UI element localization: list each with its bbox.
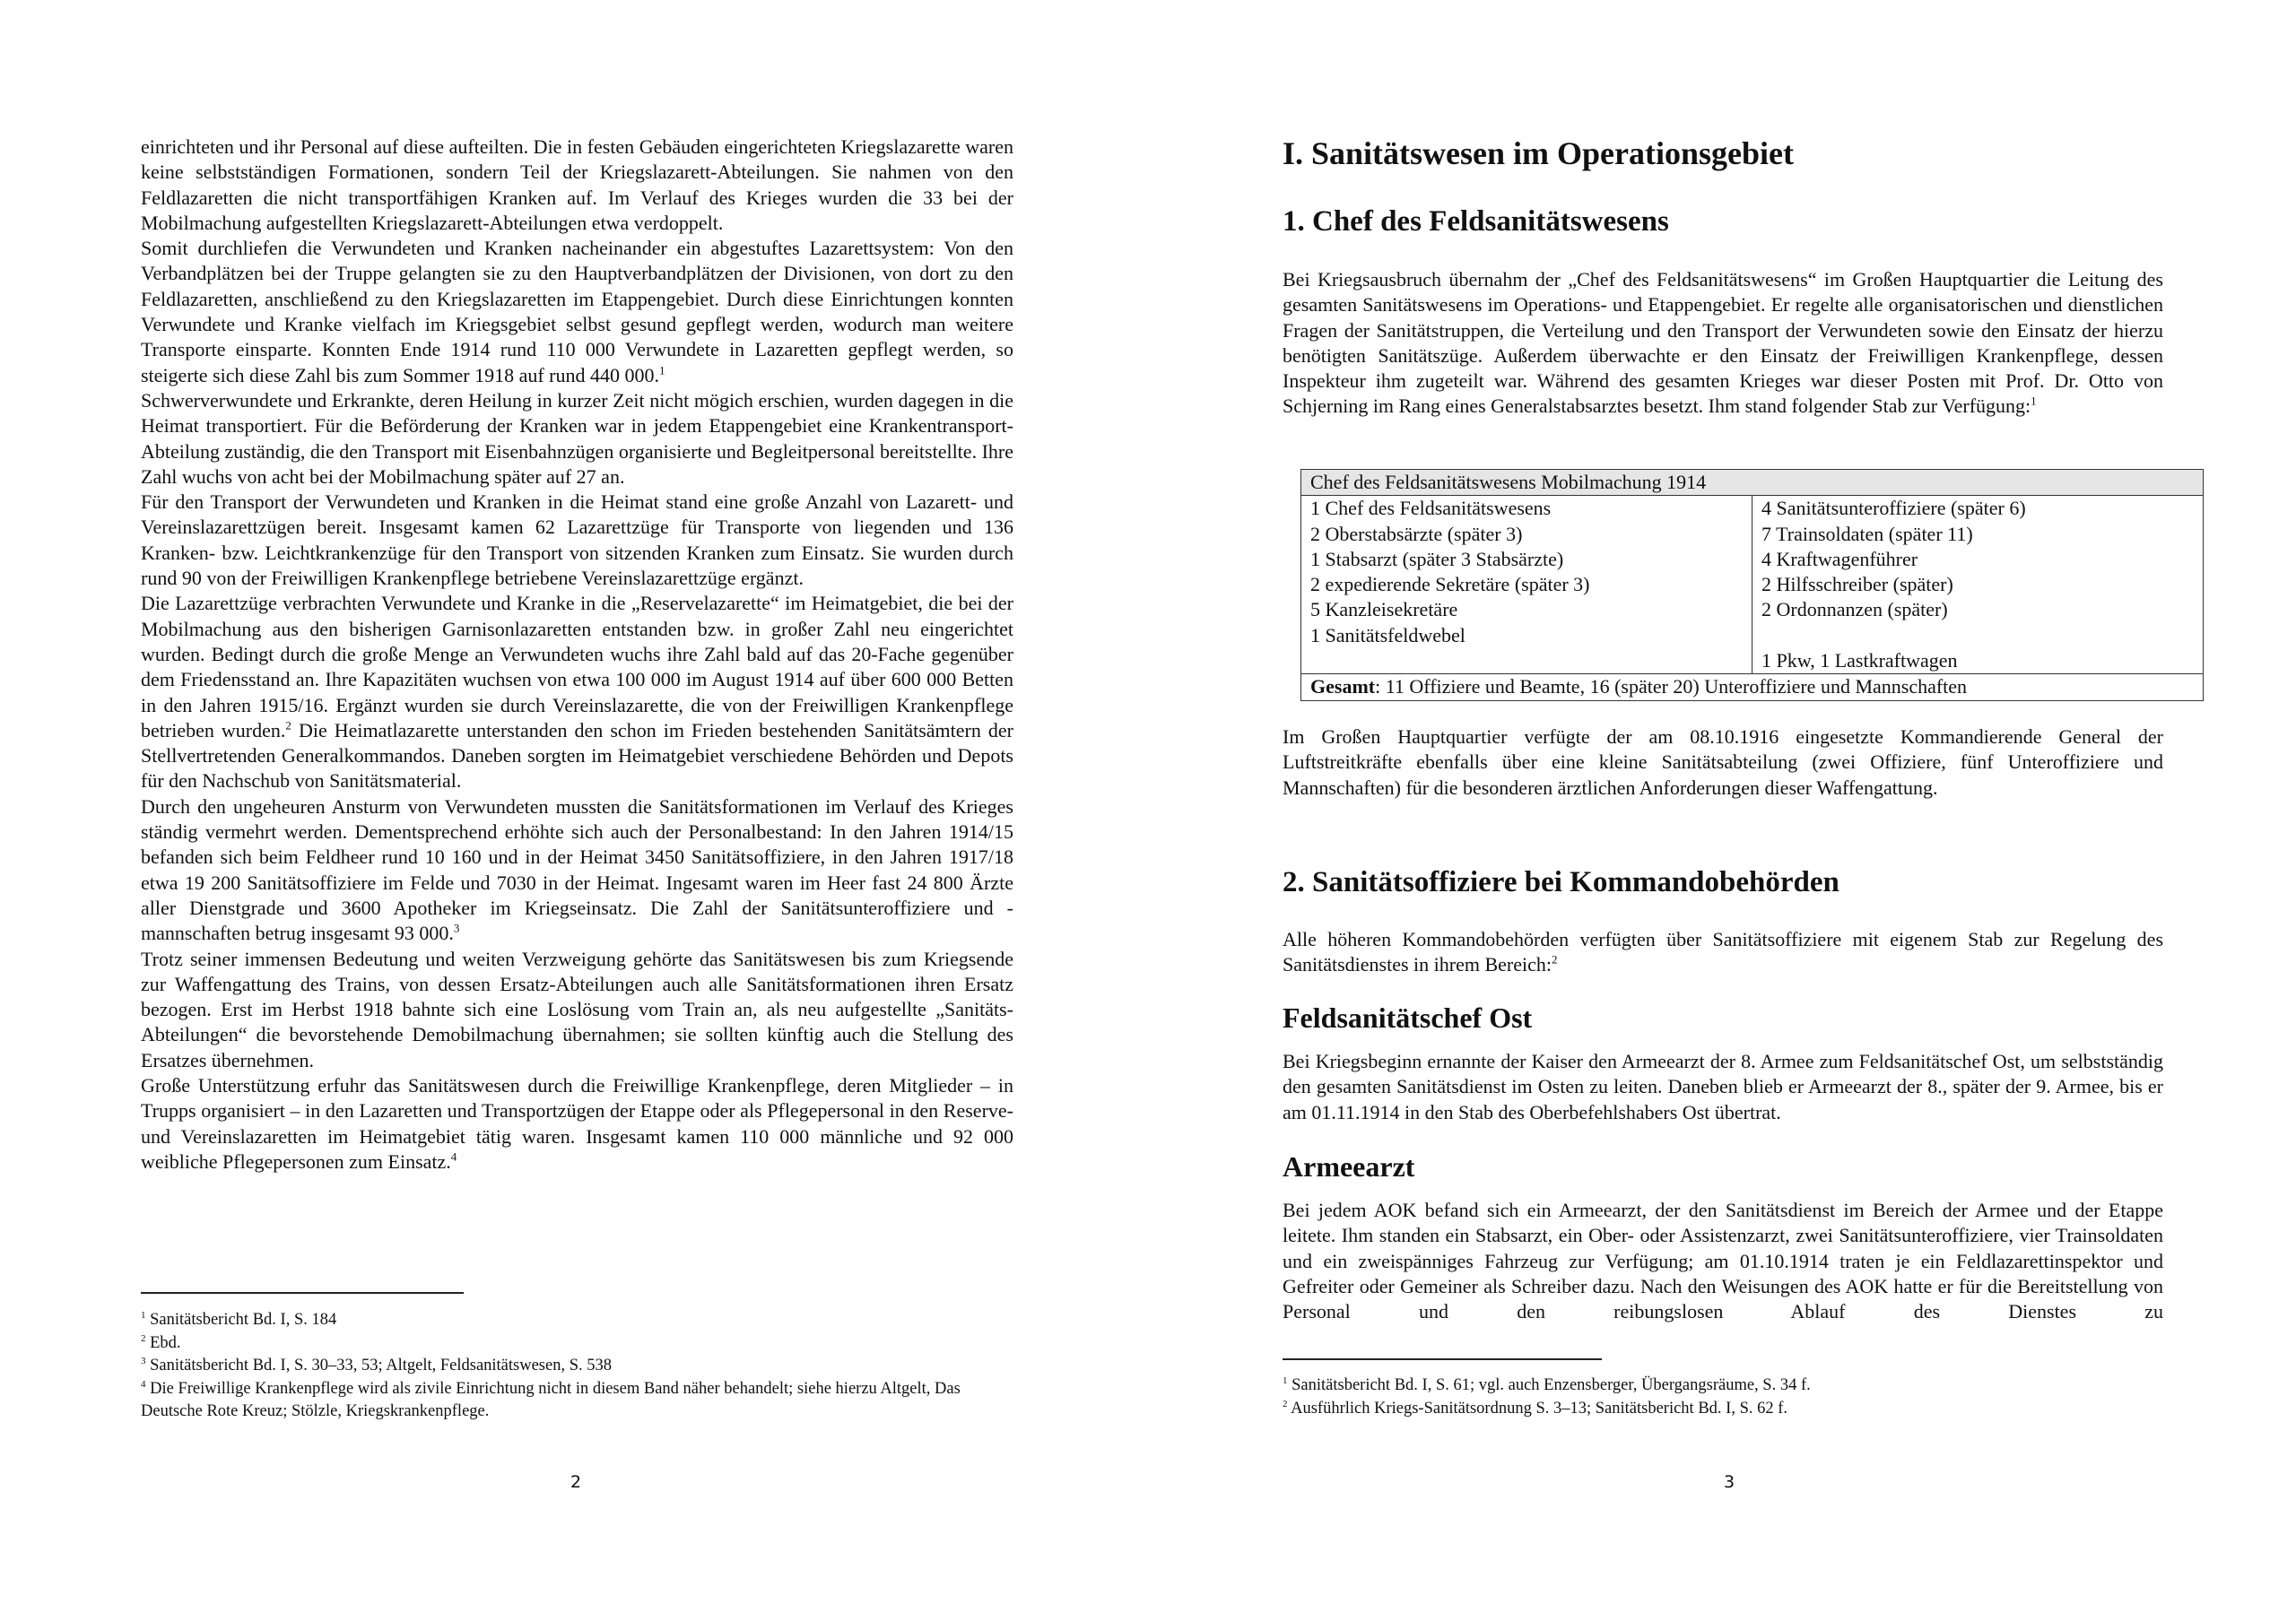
after-table-paragraph [1283,724,2163,801]
footnotes-left [141,1309,975,1424]
subsection-armeearzt-paragraph [1283,1198,2163,1324]
footnote-number: 2 [141,1332,146,1344]
paragraph [141,794,1013,947]
footnote-ref[interactable]: 1 [2031,395,2037,409]
paragraph-text: Bei Kriegsausbruch übernahm der „Chef des Feldsanitätswesens“ im Großen Hauptquartier die Leitung des gesamten Sanitätswesens im Operations- und Etappengebiet. Er regelte alle organisatorischen und dienstlichen Fragen der Sanitätstruppen, die Verteilung und den Transport der Verwundeten sowie den Einsatz der hierzu benötigten Sanitätszüge. Außerdem überwachte er den Einsatz der Freiwilligen Krankenpflege, dessen Inspekteur ihm zugeteilt war. Während des gesamten Krieges war dieser Posten mit Prof. Dr. Otto von Schjerning im Rang eines Generalstabsarztes besetzt. Ihm stand folgender Stab zur Verfügung: [1283,268,2163,418]
paragraph: einrichteten und ihr Personal auf diese aufteilten. Die in festen Gebäuden eingerichteten Kriegslazarette waren keine selbstständigen Formationen, sondern Teil der Kriegslazarett-Abteilungen. Sie nahmen von den Feldlazaretten die nicht transportfähigen Kranken auf. Im Verlauf des Krieges wurden die 33 bei der Mobilmachung aufgestellten Kriegslazarett-Abteilungen etwa verdoppelt. [141,135,1013,234]
paragraph [1283,927,2163,978]
table-right-column [1752,496,2204,674]
footnote-text: Sanitätsbericht Bd. I, S. 61; vgl. auch Enzensberger, Übergangsräume, S. 34 f. [1292,1376,1811,1394]
footnote-number: 2 [1283,1398,1288,1409]
footnote-text: Sanitätsbericht Bd. I, S. 30–33, 53; Altgelt, Feldsanitätswesen, S. 538 [150,1357,613,1375]
footnote-separator [1283,1358,1602,1360]
footnote-separator [141,1292,464,1294]
footnote-ref[interactable]: 4 [450,1149,457,1164]
section-title: 2. Sanitätsoffiziere bei Kommandobehörden [1283,866,1839,898]
paragraph: Für den Transport der Verwundeten und Kranken in die Heimat stand eine große Anzahl von Lazarett- und Vereinslazarettzügen bereit. Insgesamt kamen 62 Lazarettzüge für Transporte von liegenden und 136 Kranken- bzw. Leichtkrankenzüge für den Transport von sitzenden Kranken zum Einsatz. Sie wurden durch rund 90 von der Freiwilligen Krankenpflege betriebene Vereinslazarettzüge ergänzt. [141,490,1013,590]
footnote-number: 3 [141,1355,146,1366]
table-cell-item: 7 Trainsoldaten (später 11) [1761,522,1973,545]
page-number: 2 [570,1472,582,1492]
table-cell-item: 4 Sanitätsunteroffiziere (später 6) [1761,497,2026,520]
footnote-ref[interactable]: 1 [659,363,665,377]
footnote-ref[interactable]: 2 [1552,952,1558,967]
table-total-row [1301,674,2204,700]
table-cell-item: 5 Kanzleisekretäre [1310,598,1458,621]
table-header-row [1301,470,2204,496]
table-cell-item: 1 Sanitätsfeldwebel [1310,623,1465,646]
table-cell-item: 2 expedierende Sekretäre (später 3) [1310,573,1590,596]
footnotes-right [1283,1375,2161,1420]
total-label: Gesamt [1310,675,1376,698]
paragraph [141,1073,1013,1175]
subsection-ost-paragraph [1283,1049,2163,1125]
paragraph-text: Somit durchliefen die Verwundeten und Kranken nacheinander ein abgestuftes Lazarettsystem: Von den Verbandplätzen bei der Truppe gelangten sie zu den Hauptverbandplätzen der Divisionen, von dort zu den Feldlazaretten, anschließend zu den Kriegslazaretten im Etappengebiet. Durch diese Einrichtungen konnten Verwundete und Kranke vielfach im Kriegsgebiet selbst gesund gepflegt werden, wodurch man weitere Transporte einsparte. Konnten Ende 1914 rund 110 000 Verwundete in Lazaretten gepflegt werden, so steigerte sich diese Zahl bis zum Sommer 1918 auf rund 440 000. [141,237,1013,386]
footnote [141,1355,975,1378]
footnote [141,1332,975,1356]
footnote [141,1309,975,1332]
table-cell-item: 1 Stabsarzt (später 3 Stabsärzte) [1310,547,1564,570]
staff-table [1300,469,2204,701]
paragraph-text: Große Unterstützung erfuhr das Sanitätswesen durch die Freiwillige Krankenpflege, deren Mitglieder – in Trupps organisiert – in den Lazaretten und Transportzügen der Etappe oder als Pflegepersonal in den Reserve- und Vereinslazaretten im Heimatgebiet tätig waren. Insgesamt kamen 110 000 männliche und 92 000 weibliche Pflegepersonen zum Einsatz. [141,1073,1013,1173]
section-1-paragraph [1283,267,2163,420]
chapter-title: I. Sanitätswesen im Operationsgebiet [1283,135,1794,171]
paragraph-text: Die Heimatlazarette unterstanden den schon im Frieden bestehenden Sanitätsämtern der Stellvertretenden Generalkommandos. Daneben sorgten im Heimatgebiet verschiedene Behörden und Depots für den Nachschub von Sanitätsmaterial. [141,718,1013,793]
footnote-text: Die Freiwillige Krankenpflege wird als zivile Einrichtung nicht in diesem Band näher behandelt; siehe hierzu Altgelt, Das Deutsche Rote Kreuz; Stölzle, Kriegskrankenpflege. [141,1379,961,1420]
paragraph: Im Großen Hauptquartier verfügte der am 08.10.1916 eingesetzte Kommandierende General der Luftstreitkräfte ebenfalls über eine kleine Sanitätsabteilung (zwei Offiziere, fünf Unteroffiziere und Mannschaften) für die besonderen ärztlichen Anforderungen dieser Waffengattung. [1283,725,2163,799]
section-title: 1. Chef des Feldsanitätswesens [1283,205,1669,238]
footnote-ref[interactable]: 2 [285,718,291,733]
table-left-column [1301,496,1752,674]
table-cell-empty [1761,623,2194,648]
subsection-title: Armeearzt [1283,1150,1415,1183]
page-3 [1148,0,2296,1613]
table-cell-item: 1 Chef des Feldsanitätswesens [1310,497,1552,520]
footnote [1283,1375,2161,1398]
table-row [1301,496,2204,674]
footnote [141,1378,975,1424]
footnote [1283,1398,2161,1421]
table-cell-item: 1 Pkw, 1 Lastkraftwagen [1761,649,1958,672]
paragraph [1283,267,2163,420]
footnote-number: 1 [141,1309,146,1321]
table-cell-item: 2 Oberstabsärzte (später 3) [1310,522,1523,545]
footnote-text: Sanitätsbericht Bd. I, S. 184 [150,1311,337,1329]
paragraph: Bei jedem AOK befand sich ein Armeearzt, der den Sanitätsdienst im Bereich der Armee und der Etappe leitete. Ihm standen ein Stabsarzt, ein Ober- oder Assistenzarzt, zwei Sanitätsunteroffiziere, vier Trainsoldaten und ein zweispänniges Fahrzeug zur Verfügung; am 01.10.1914 traten je ein Feldlazarettinspektor und Gefreiter oder Gemeiner als Schreiber dazu. Nach den Weisungen des AOK hatte er für die Bereitstellung von Personal und den reibungslosen Ablauf des Dienstes zu [1283,1199,2163,1323]
subsection-title: Feldsanitätschef Ost [1283,1002,1533,1034]
table-cell-item: 4 Kraftwagenführer [1761,547,1918,570]
total-text: : 11 Offiziere und Beamte, 16 (später 20) Unteroffiziere und Mannschaften [1375,675,1968,698]
table-header: Chef des Feldsanitätswesens Mobilmachung 1914 [1301,470,2204,496]
paragraph-text: Durch den ungeheuren Ansturm von Verwundeten mussten die Sanitätsformationen im Verlauf des Krieges ständig vermehrt werden. Dementsprechend erhöhte sich auch der Personalbestand: In den Jahren 1914/15 befanden sich beim Feldheer rund 10 160 und in der Heimat 3450 Sanitätsoffiziere, in den Jahren 1917/18 etwa 19 200 Sanitätsoffiziere im Felde und 7030 in der Heimat. Ingesamt waren im Heer fast 24 800 Ärzte aller Dienstgrade und 3600 Apotheker im Kriegseinsatz. Die Zahl der Sanitätsunteroffiziere und -mannschaften betrug insgesamt 93 000. [141,794,1013,945]
paragraph-text: Alle höheren Kommandobehörden verfügten über Sanitätsoffiziere mit eigenem Stab zur Regelung des Sanitätsdienstes in ihrem Bereich: [1283,928,2163,976]
table-total [1301,674,2204,700]
footnote-number: 4 [141,1378,146,1390]
table-cell-item: 2 Hilfsschreiber (später) [1761,573,1953,596]
paragraph: Schwerverwundete und Erkrankte, deren Heilung in kurzer Zeit nicht mögich erschien, wurden dagegen in die Heimat transportiert. Für die Beförderung der Kranken war in jedem Etappengebiet eine Krankentransport-Abteilung zuständig, die den Transport mit Eisenbahnzügen organisierte und Begleitpersonal bereitstellte. Ihre Zahl wuchs von acht bei der Mobilmachung später auf 27 an. [141,388,1013,488]
page-number: 3 [1724,1472,1735,1492]
section-2-paragraph [1283,927,2163,978]
footnote-ref[interactable]: 3 [453,921,460,935]
paragraph-text: Die Lazarettzüge verbrachten Verwundete und Kranke in die „Reservelazarette“ im Heimatgebiet, die bei der Mobilmachung aus den bisherigen Garnisonlazaretten entstanden bzw. in großer Zahl neu eingerichtet wurden. Bedingt durch die große Menge an Verwundeten wuchs ihre Zahl bald auf das 20-Fache gegenüber dem Friedensstand an. Ihre Kapazitäten wuchsen von etwa 100 000 im August 1914 auf über 600 000 Betten in den Jahren 1915/16. Ergänzt wurden sie durch Vereinslazarette, die von der Freiwilligen Krankenpflege betrieben wurden. [141,592,1013,741]
footnote-text: Ebd. [150,1333,181,1352]
paragraph [141,236,1013,388]
paragraph [141,591,1013,793]
paragraph: Trotz seiner immensen Bedeutung und weiten Verzweigung gehörte das Sanitätswesen bis zum Kriegsende zur Waffengattung des Trains, von dessen Ersatz-Abteilungen auch alle Sanitätsformationen ihren Ersatz bezogen. Erst im Herbst 1918 bahnte sich eine Loslösung vom Train an, als neu aufgestellte „Sanitäts-Abteilungen“ die bevorstehende Demobilmachung übernahmen; sie sollten künftig auch die Stellung des Ersatzes übernehmen. [141,947,1013,1071]
footnote-text: Ausführlich Kriegs-Sanitätsordnung S. 3–13; Sanitätsbericht Bd. I, S. 62 f. [1291,1399,1788,1418]
paragraph: Bei Kriegsbeginn ernannte der Kaiser den Armeearzt der 8. Armee zum Feldsanitätschef Ost, um selbstständig den gesamten Sanitätsdienst im Osten zu leiten. Daneben blieb er Armeearzt der 8., später der 9. Armee, bis er am 01.11.1914 in den Stab des Oberbefehlshabers Ost übertrat. [1283,1050,2163,1123]
body-text-left [141,134,1013,1175]
footnote-number: 1 [1283,1375,1288,1386]
table-cell-item: 2 Ordonnanzen (später) [1761,598,1948,621]
